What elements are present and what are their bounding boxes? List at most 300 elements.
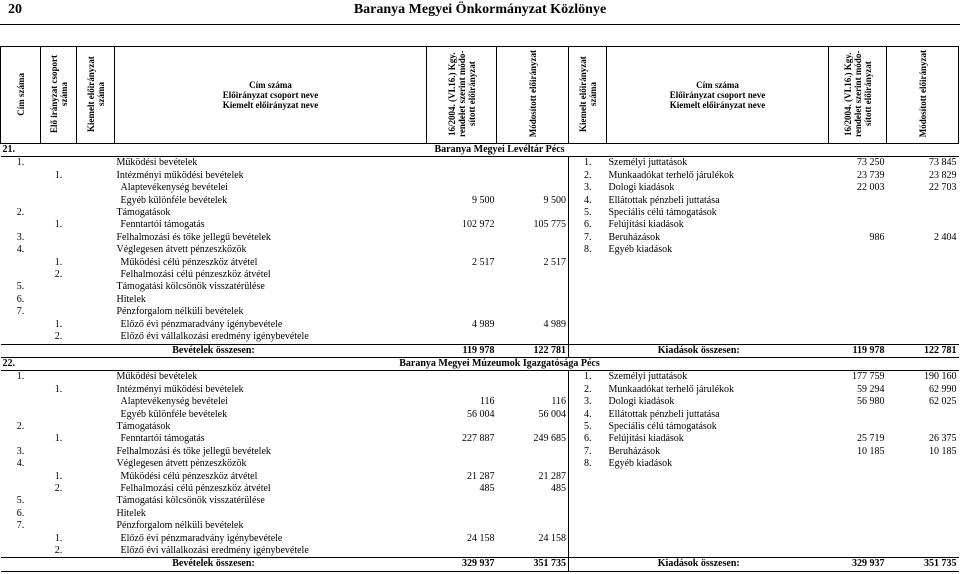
row-revenue-modositott [497, 520, 569, 532]
row-kiemelt-number [77, 508, 115, 520]
revenue-total-rendelet: 119 978 [427, 344, 497, 357]
row-revenue-rendelet [427, 306, 497, 318]
row-expense-number: 7. [569, 446, 607, 458]
row-kiemelt-number [77, 520, 115, 532]
header-rule [0, 24, 960, 25]
row-expense-modositott [887, 319, 959, 331]
row-cim-number [1, 219, 41, 231]
row-expense-label: Speciális célú támogatások [608, 207, 717, 219]
row-revenue-rendelet [427, 170, 497, 182]
row-expense-label: Felújítási kiadások [608, 433, 684, 445]
row-group-number: 1. [54, 169, 63, 181]
row-cim-number [1, 396, 41, 408]
row-expense-modositott [887, 520, 959, 532]
row-revenue-label: Előző évi pénzmaradvány igénybevétele [120, 318, 283, 330]
row-expense-modositott [887, 483, 959, 495]
row-expense-modositott [887, 471, 959, 483]
row-expense-label [607, 319, 829, 331]
row-expense-modositott [887, 207, 959, 219]
row-revenue-rendelet: 9 500 [472, 194, 495, 206]
row-revenue-rendelet [427, 294, 497, 306]
row-expense-label: Dologi kiadások [608, 396, 675, 408]
row-expense-rendelet [829, 219, 887, 231]
row-revenue-label: Hitelek [116, 507, 146, 519]
row-expense-modositott: 62 990 [929, 383, 957, 395]
row-revenue-modositott [497, 421, 569, 433]
row-kiemelt-number [77, 421, 115, 433]
row-cim-number: 6. [16, 293, 25, 305]
row-group-number [41, 182, 77, 194]
row-group-number [41, 421, 77, 433]
row-revenue-label: Támogatások [116, 420, 171, 432]
row-revenue-modositott [497, 331, 569, 344]
row-expense-number: 1. [569, 371, 607, 384]
row-group-number: 1. [54, 318, 63, 330]
row-expense-modositott [887, 257, 959, 269]
row-expense-modositott [887, 306, 959, 318]
row-revenue-modositott: 56 004 [538, 408, 566, 420]
row-expense-modositott: 2 404 [934, 231, 957, 243]
row-cim-number [1, 471, 41, 483]
expense-total-label: Kiadások összesen: [569, 344, 829, 357]
row-expense-modositott [887, 195, 959, 207]
row-expense-modositott [887, 244, 959, 256]
table-row [1, 281, 959, 293]
row-expense-rendelet [829, 244, 887, 256]
totals-row [1, 558, 959, 571]
row-revenue-modositott: 249 685 [533, 433, 566, 445]
row-cim-number: 3. [16, 445, 25, 457]
row-kiemelt-number [77, 446, 115, 458]
row-expense-number: 2. [569, 170, 607, 182]
row-revenue-rendelet: 21 287 [467, 470, 495, 482]
table-row [1, 458, 959, 470]
row-expense-number [569, 545, 607, 558]
row-revenue-label: Felhalmozási és tőke jellegű bevételek [116, 231, 271, 243]
table-row [1, 294, 959, 306]
row-expense-label: Beruházások [608, 231, 661, 243]
table-row [1, 371, 959, 384]
row-revenue-modositott [497, 269, 569, 281]
row-expense-label: Munkaadókat terhelő járulékok [608, 169, 735, 181]
expense-total-rendelet: 329 937 [829, 558, 887, 571]
row-expense-label: Speciális célú támogatások [608, 420, 717, 432]
row-cim-number [1, 319, 41, 331]
row-revenue-rendelet [427, 157, 497, 170]
row-expense-rendelet: 10 185 [857, 445, 885, 457]
row-expense-number [569, 471, 607, 483]
row-group-number: 1. [54, 532, 63, 544]
row-group-number: 2. [54, 482, 63, 494]
row-expense-rendelet [829, 471, 887, 483]
row-revenue-rendelet [427, 421, 497, 433]
table-row [1, 384, 959, 396]
row-revenue-rendelet [427, 232, 497, 244]
row-expense-label: Ellátottak pénzbeli juttatása [608, 194, 720, 206]
row-revenue-rendelet [427, 281, 497, 293]
row-expense-rendelet [829, 294, 887, 306]
row-expense-number [569, 281, 607, 293]
row-group-number [41, 508, 77, 520]
row-kiemelt-number [77, 409, 115, 421]
row-revenue-rendelet [427, 520, 497, 532]
row-kiemelt-number [77, 396, 115, 408]
row-group-number [41, 195, 77, 207]
row-revenue-modositott: 116 [551, 396, 566, 408]
row-revenue-label: Felhalmozási és tőke jellegű bevételek [116, 445, 271, 457]
row-group-number: 1. [54, 470, 63, 482]
row-revenue-modositott [497, 371, 569, 384]
row-revenue-modositott [497, 384, 569, 396]
header-rendelet: 16/2004. (VI.16.) Kgy. rendelet szerint módo-sított előirányzat [427, 47, 497, 144]
row-revenue-label: Felhalmozási célú pénzeszköz átvétel [120, 482, 271, 494]
table-row [1, 533, 959, 545]
row-expense-modositott [887, 545, 959, 558]
row-revenue-modositott [497, 458, 569, 470]
row-expense-number [569, 294, 607, 306]
row-revenue-modositott [497, 157, 569, 170]
row-cim-number [1, 182, 41, 194]
row-revenue-label: Működési célú pénzeszköz átvétel [120, 256, 258, 268]
row-expense-modositott [887, 294, 959, 306]
row-expense-modositott: 73 845 [929, 157, 957, 169]
row-kiemelt-number [77, 433, 115, 445]
row-revenue-modositott [497, 545, 569, 558]
row-cim-number [1, 257, 41, 269]
row-expense-number [569, 508, 607, 520]
row-expense-number [569, 319, 607, 331]
row-revenue-label: Előző évi pénzmaradvány igénybevétele [120, 532, 283, 544]
row-expense-rendelet [829, 409, 887, 421]
table-row [1, 257, 959, 269]
table-row [1, 409, 959, 421]
row-revenue-rendelet [427, 331, 497, 344]
row-revenue-label: Alaptevékenység bevételei [120, 396, 228, 408]
header-modositott-right: Módosított előirányzat [887, 47, 959, 144]
row-expense-number [569, 269, 607, 281]
table-row [1, 545, 959, 558]
table-row [1, 157, 959, 170]
revenue-total-label: Bevételek összesen: [1, 558, 427, 571]
section-title: Baranya Megyei Múzeumok Igazgatósága Pécs [41, 357, 959, 370]
row-expense-number [569, 520, 607, 532]
row-revenue-rendelet [427, 446, 497, 458]
row-expense-modositott: 22 703 [929, 182, 957, 194]
row-expense-rendelet [829, 319, 887, 331]
row-expense-label: Egyéb kiadások [608, 458, 673, 470]
row-expense-rendelet [829, 195, 887, 207]
row-group-number: 1. [54, 383, 63, 395]
row-kiemelt-number [77, 232, 115, 244]
row-revenue-modositott: 21 287 [538, 470, 566, 482]
row-expense-number [569, 495, 607, 507]
row-revenue-rendelet: 102 972 [462, 219, 495, 231]
table-row [1, 269, 959, 281]
revenue-total-label: Bevételek összesen: [1, 344, 427, 357]
row-expense-label [607, 545, 829, 558]
row-revenue-modositott [497, 182, 569, 194]
table-row [1, 232, 959, 244]
row-revenue-rendelet: 227 887 [462, 433, 495, 445]
row-cim-number: 1. [16, 371, 25, 383]
row-group-number [41, 232, 77, 244]
row-expense-modositott [887, 458, 959, 470]
row-cim-number: 5. [16, 495, 25, 507]
row-expense-label [607, 306, 829, 318]
row-revenue-label: Egyéb különféle bevételek [120, 194, 228, 206]
row-group-number [41, 244, 77, 256]
table-row [1, 433, 959, 445]
row-expense-label [607, 495, 829, 507]
row-kiemelt-number [77, 384, 115, 396]
row-revenue-label: Támogatási kölcsönök visszatérülése [116, 281, 265, 293]
row-expense-rendelet [829, 533, 887, 545]
row-revenue-rendelet [427, 384, 497, 396]
budget-table [0, 46, 959, 572]
row-expense-label [607, 257, 829, 269]
row-expense-rendelet: 56 980 [857, 396, 885, 408]
table-row [1, 195, 959, 207]
header-cim-szama: Cím száma [1, 47, 41, 144]
section-header-row [1, 357, 959, 370]
row-revenue-label: Előző évi vállalkozási eredmény igénybevétele [120, 331, 309, 343]
row-kiemelt-number [77, 319, 115, 331]
row-cim-number: 7. [16, 520, 25, 532]
row-group-number [41, 458, 77, 470]
row-revenue-modositott [497, 207, 569, 219]
row-kiemelt-number [77, 207, 115, 219]
row-kiemelt-number [77, 371, 115, 384]
row-revenue-label: Felhalmozási célú pénzeszköz átvétel [120, 269, 271, 281]
expense-total-modositott: 351 735 [887, 558, 959, 571]
row-expense-label [607, 483, 829, 495]
row-group-number [41, 495, 77, 507]
row-kiemelt-number [77, 471, 115, 483]
expense-total-label: Kiadások összesen: [569, 558, 829, 571]
row-group-number [41, 446, 77, 458]
row-kiemelt-number [77, 170, 115, 182]
row-group-number: 1. [54, 433, 63, 445]
row-expense-modositott [887, 409, 959, 421]
row-group-number [41, 294, 77, 306]
row-expense-number: 2. [569, 384, 607, 396]
table-row [1, 446, 959, 458]
row-expense-label [607, 269, 829, 281]
row-kiemelt-number [77, 306, 115, 318]
row-expense-number: 4. [569, 195, 607, 207]
row-expense-number: 6. [569, 433, 607, 445]
row-revenue-label: Intézményi működési bevételek [116, 383, 244, 395]
row-expense-modositott: 190 160 [924, 371, 957, 383]
row-group-number [41, 371, 77, 384]
row-group-number: 1. [54, 219, 63, 231]
row-group-number: 2. [54, 545, 63, 556]
row-expense-modositott [887, 269, 959, 281]
table-row [1, 244, 959, 256]
row-expense-label: Egyéb kiadások [608, 244, 673, 256]
row-revenue-rendelet [427, 182, 497, 194]
row-revenue-rendelet: 485 [479, 482, 495, 494]
row-revenue-rendelet: 2 517 [472, 256, 495, 268]
row-revenue-label: Intézményi működési bevételek [116, 169, 244, 181]
row-revenue-label: Hitelek [116, 293, 146, 305]
row-expense-modositott [887, 533, 959, 545]
table-row [1, 483, 959, 495]
row-expense-modositott [887, 331, 959, 344]
row-cim-number [1, 433, 41, 445]
row-revenue-rendelet [427, 495, 497, 507]
page-header [0, 0, 960, 32]
row-expense-rendelet [829, 520, 887, 532]
row-expense-label [607, 471, 829, 483]
row-cim-number: 3. [16, 231, 25, 243]
row-kiemelt-number [77, 294, 115, 306]
table-row [1, 182, 959, 194]
row-revenue-label: Működési célú pénzeszköz átvétel [120, 470, 258, 482]
row-expense-rendelet [829, 269, 887, 281]
row-revenue-label: Támogatások [116, 207, 171, 219]
table-row [1, 170, 959, 182]
row-expense-rendelet: 25 719 [857, 433, 885, 445]
section-header-row [1, 144, 959, 157]
row-group-number: 2. [54, 331, 63, 343]
row-revenue-modositott [497, 446, 569, 458]
row-expense-rendelet [829, 545, 887, 558]
header-megnevezes: Cím száma Előirányzat csoport neve Kiemelt előirányzat neve [115, 47, 427, 144]
row-expense-rendelet [829, 331, 887, 344]
row-group-number [41, 281, 77, 293]
table-body [1, 144, 959, 572]
row-expense-label: Személyi juttatások [608, 371, 688, 383]
row-revenue-rendelet [427, 207, 497, 219]
header-megnevezes-right: Cím száma Előirányzat csoport neve Kiemelt előirányzat neve [607, 47, 829, 144]
row-revenue-label: Előző évi vállalkozási eredmény igénybevétele [120, 545, 309, 556]
row-kiemelt-number [77, 257, 115, 269]
row-expense-rendelet: 986 [869, 231, 885, 243]
row-cim-number: 6. [16, 507, 25, 519]
row-expense-label: Személyi juttatások [608, 157, 688, 169]
row-kiemelt-number [77, 458, 115, 470]
row-cim-number [1, 533, 41, 545]
row-group-number: 2. [54, 269, 63, 281]
row-expense-number: 5. [569, 421, 607, 433]
row-kiemelt-number [77, 495, 115, 507]
header-kiemelt-szama: Kiemelt előirányzat száma [77, 47, 115, 144]
row-expense-modositott: 26 375 [929, 433, 957, 445]
header-modositott: Módosított előirányzat [497, 47, 569, 144]
row-revenue-label: Véglegesen átvett pénzeszközök [116, 244, 247, 256]
row-revenue-modositott [497, 232, 569, 244]
row-cim-number [1, 170, 41, 182]
table-row [1, 495, 959, 507]
row-kiemelt-number [77, 195, 115, 207]
row-expense-number [569, 331, 607, 344]
row-expense-rendelet [829, 207, 887, 219]
row-kiemelt-number [77, 331, 115, 344]
row-expense-modositott [887, 281, 959, 293]
row-kiemelt-number [77, 281, 115, 293]
row-cim-number [1, 331, 41, 344]
section-title: Baranya Megyei Levéltár Pécs [41, 144, 959, 157]
row-expense-number [569, 533, 607, 545]
table-row [1, 331, 959, 344]
header-csoport-szama: Elő irányzat csoport száma [41, 47, 77, 144]
row-group-number [41, 409, 77, 421]
row-expense-rendelet [829, 508, 887, 520]
row-expense-label: Ellátottak pénzbeli juttatása [608, 408, 720, 420]
row-kiemelt-number [77, 182, 115, 194]
row-revenue-modositott: 485 [551, 482, 566, 494]
row-cim-number [1, 545, 41, 558]
journal-title: Baranya Megyei Önkormányzat Közlönye [353, 2, 607, 17]
row-expense-number: 6. [569, 219, 607, 231]
row-expense-rendelet [829, 483, 887, 495]
row-revenue-label: Pénzforgalom nélküli bevételek [116, 520, 244, 532]
row-expense-rendelet: 177 759 [852, 371, 885, 383]
row-expense-rendelet [829, 281, 887, 293]
row-expense-number: 7. [569, 232, 607, 244]
row-revenue-modositott [497, 508, 569, 520]
row-expense-label [607, 331, 829, 344]
row-group-number [41, 157, 77, 170]
row-group-number [41, 396, 77, 408]
row-cim-number [1, 269, 41, 281]
row-revenue-modositott [497, 170, 569, 182]
row-revenue-label: Alaptevékenység bevételei [120, 182, 228, 194]
row-kiemelt-number [77, 219, 115, 231]
row-kiemelt-number [77, 244, 115, 256]
table-row [1, 421, 959, 433]
row-kiemelt-number [77, 533, 115, 545]
table-row [1, 319, 959, 331]
row-expense-modositott [887, 421, 959, 433]
row-revenue-rendelet [427, 458, 497, 470]
row-revenue-label: Fenntartói támogatás [120, 219, 205, 231]
row-revenue-modositott [497, 294, 569, 306]
row-expense-number [569, 483, 607, 495]
row-cim-number: 4. [16, 458, 25, 470]
row-kiemelt-number [77, 157, 115, 170]
row-kiemelt-number [77, 545, 115, 558]
row-revenue-modositott: 4 989 [543, 318, 566, 330]
row-revenue-rendelet [427, 244, 497, 256]
row-expense-label [607, 520, 829, 532]
row-cim-number [1, 483, 41, 495]
section-number: 21. [1, 144, 41, 157]
table-row [1, 508, 959, 520]
row-expense-number: 5. [569, 207, 607, 219]
row-expense-modositott [887, 495, 959, 507]
row-expense-rendelet: 23 739 [857, 169, 885, 181]
row-expense-label: Dologi kiadások [608, 182, 675, 194]
table-row [1, 471, 959, 483]
row-expense-rendelet [829, 257, 887, 269]
row-cim-number: 4. [16, 244, 25, 256]
row-cim-number [1, 409, 41, 421]
revenue-total-rendelet: 329 937 [427, 558, 497, 571]
row-revenue-rendelet [427, 371, 497, 384]
row-cim-number: 1. [16, 157, 25, 169]
row-kiemelt-number [77, 269, 115, 281]
row-revenue-rendelet: 116 [479, 396, 495, 408]
row-expense-rendelet: 73 250 [857, 157, 885, 169]
row-revenue-modositott [497, 495, 569, 507]
row-expense-rendelet: 59 294 [857, 383, 885, 395]
row-expense-label [607, 508, 829, 520]
row-expense-number: 1. [569, 157, 607, 170]
row-kiemelt-number [77, 483, 115, 495]
row-cim-number: 2. [16, 420, 25, 432]
